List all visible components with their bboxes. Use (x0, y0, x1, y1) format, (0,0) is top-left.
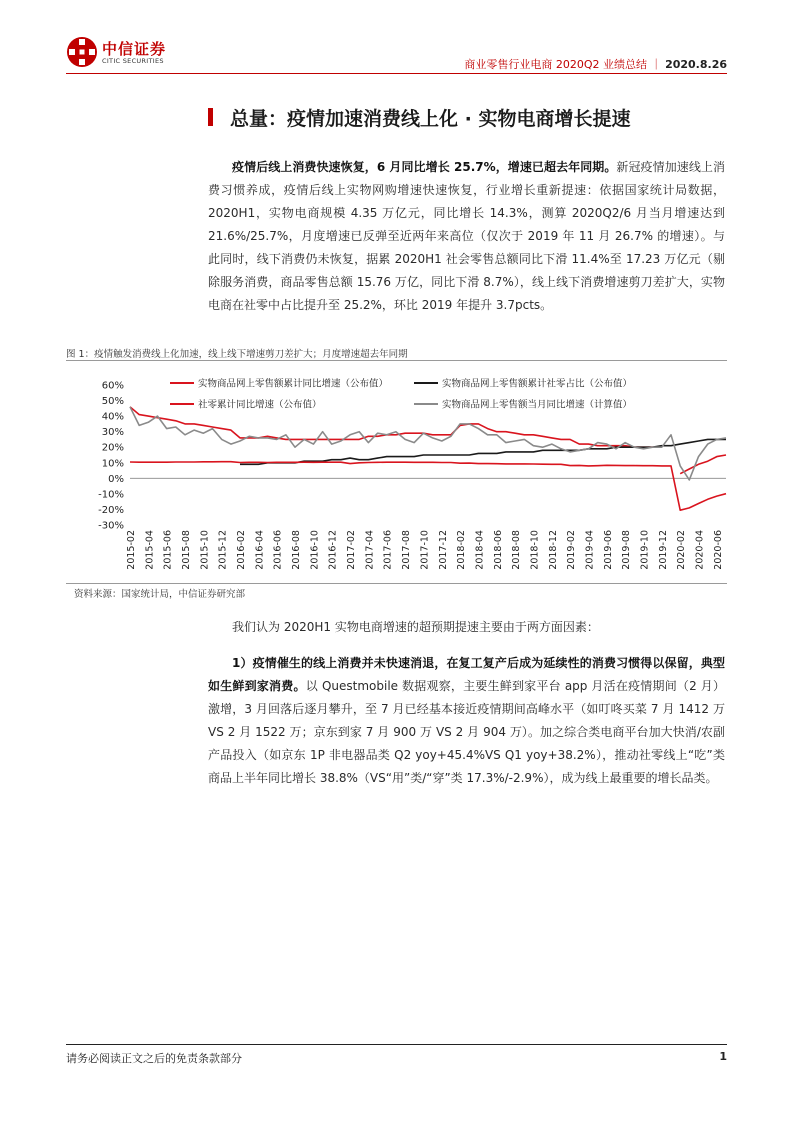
company-logo (66, 36, 176, 70)
y-tick-label: 20% (101, 442, 124, 454)
legend-label-1: 实物商品网上零售额累计同比增速（公布值） (198, 378, 389, 390)
x-tick-label: 2016-12 (327, 530, 339, 570)
y-tick-label: 10% (101, 458, 124, 470)
y-tick-label: -10% (98, 489, 124, 501)
x-tick-label: 2016-10 (309, 530, 321, 570)
paragraph-intro (208, 156, 725, 317)
x-tick-label: 2015-12 (217, 530, 229, 570)
x-tick-label: 2017-08 (401, 530, 413, 570)
x-tick-label: 2016-02 (236, 530, 248, 570)
x-tick-label: 2018-12 (547, 530, 559, 570)
x-tick-label: 2019-10 (639, 530, 651, 570)
x-tick-label: 2020-06 (712, 530, 724, 570)
line-chart (66, 361, 727, 583)
legend-label-3: 社零累计同比增速（公布值） (198, 399, 322, 411)
paragraph-factors: 我们认为 2020H1 实物电商增速的超预期提速主要由于两方面因素： (232, 620, 599, 634)
x-tick-label: 2015-02 (126, 530, 137, 570)
header-divider (66, 73, 727, 74)
x-tick-label: 2020-04 (694, 530, 706, 570)
figure-title: 图 1：疫情触发消费线上化加速，线上线下增速剪刀差扩大；月度增速超去年同期 (66, 349, 408, 360)
paragraph-factor-one (208, 652, 725, 790)
footer-disclaimer: 请务必阅读正文之后的免责条款部分 (66, 1052, 242, 1065)
para1-lead: 疫情后线上消费快速恢复， (232, 160, 377, 174)
series-line-1 (130, 407, 726, 474)
x-tick-label: 2018-06 (492, 530, 504, 570)
y-tick-label: 30% (101, 427, 124, 439)
report-header (464, 56, 727, 72)
y-tick-label: -30% (98, 520, 124, 532)
para1-body: 新冠疫情加速线上消费习惯养成，疫情后线上实物网购增速快速恢复，行业增长重新提速：依据国家统计局数据，2020H1，实物电商规模 4.35 万亿元，同比增长 14.3%，测算 2020Q2/6 月当月增速达到 21.6%/25.7%，月度增速已反弹至近两年来高位（仅次于 2019 年 11 月 26.7% 的增速）。与此同时，线下消费仍未恢复，据累 2020H1 社会零售总额同比下滑 11.4%至 17.23 万亿元（剔除服务消费，商品零售总额 15.76 万亿，同比下滑 8.7%），线上线下消费增速剪刀差扩大，实物电商在社零中占比提升至 25.2%，环比 2019 年提升 3.7pcts。 (208, 160, 725, 312)
footer-divider (66, 1044, 727, 1045)
x-tick-label: 2018-10 (529, 530, 541, 570)
x-tick-label: 2019-08 (621, 530, 633, 570)
x-tick-label: 2016-04 (254, 530, 266, 570)
figure-source: 资料来源：国家统计局，中信证券研究部 (74, 589, 246, 600)
x-tick-label: 2019-06 (602, 530, 614, 570)
citic-logo-icon (66, 36, 98, 68)
y-tick-label: 50% (101, 396, 124, 408)
x-tick-label: 2015-08 (181, 530, 193, 570)
logo-english-name: CITIC SECURITIES (102, 57, 164, 65)
y-tick-label: -20% (98, 504, 124, 516)
header-separator: ｜ (650, 58, 662, 71)
figure-bottom-rule (66, 583, 727, 584)
y-tick-label: 60% (101, 380, 124, 392)
para1-lead-end: ，增速已超去年同期。 (495, 160, 617, 174)
legend-label-4: 实物商品网上零售额当月同比增速（计算值） (442, 399, 633, 411)
para1-highlight: 6 月同比增长 25.7% (376, 160, 496, 174)
x-tick-label: 2015-06 (162, 530, 174, 570)
x-tick-label: 2017-06 (382, 530, 394, 570)
x-tick-label: 2018-08 (511, 530, 523, 570)
x-tick-label: 2018-04 (474, 530, 486, 570)
x-tick-label: 2016-06 (272, 530, 284, 570)
para3-body: 以 Questmobile 数据观察，主要生鲜到家平台 app 月活在疫情期间（2 月）激增，3 月回落后逐月攀升，至 7 月已经基本接近疫情期间高峰水平（如叮咚买菜 7 月 1412 万 VS 2 月 1522 万；京东到家 7 月 900 万 VS 2 月 904 万）。加之综合类电商平台加大快消/农副产品投入（如京东 1P 非电器品类 Q2 yoy+45.4%VS Q1 yoy+38.2%），推动社零线上“吃”类商品上半年同比增长 38.8%（VS“用”类/“穿”类 17.3%/-2.9%），成为线上最重要的增长品类。 (208, 679, 725, 785)
x-tick-label: 2019-04 (584, 530, 596, 570)
x-tick-label: 2015-04 (144, 530, 156, 570)
x-tick-label: 2017-04 (364, 530, 376, 570)
x-tick-label: 2016-08 (291, 530, 303, 570)
x-tick-label: 2018-02 (456, 530, 468, 570)
y-tick-label: 40% (101, 411, 124, 423)
y-tick-label: 0% (108, 473, 124, 485)
section-title: 总量：疫情加速消费线上化 · 实物电商增长提速 (230, 108, 631, 130)
logo-chinese-name: 中信证券 (102, 40, 167, 58)
x-tick-label: 2017-02 (346, 530, 358, 570)
x-tick-label: 2017-10 (419, 530, 431, 570)
para3-lead: 1）疫情催生的线上消费并未快速消退，在复工复产后成为延续性的消费习惯得以保留，典型如生鲜到家消费。 (208, 656, 725, 693)
series-line-4 (130, 407, 726, 480)
report-date: 2020.8.26 (665, 58, 727, 71)
legend-label-2: 实物商品网上零售额累计社零占比（公布值） (442, 378, 633, 390)
x-tick-label: 2017-12 (437, 530, 449, 570)
page-number: 1 (719, 1050, 727, 1063)
x-tick-label: 2019-02 (566, 530, 578, 570)
x-tick-label: 2019-12 (657, 530, 669, 570)
report-title: 商业零售行业电商 2020Q2 业绩总结 (464, 58, 648, 71)
x-tick-label: 2015-10 (199, 530, 211, 570)
x-tick-label: 2020-02 (676, 530, 688, 570)
series-line-3 (130, 462, 726, 511)
